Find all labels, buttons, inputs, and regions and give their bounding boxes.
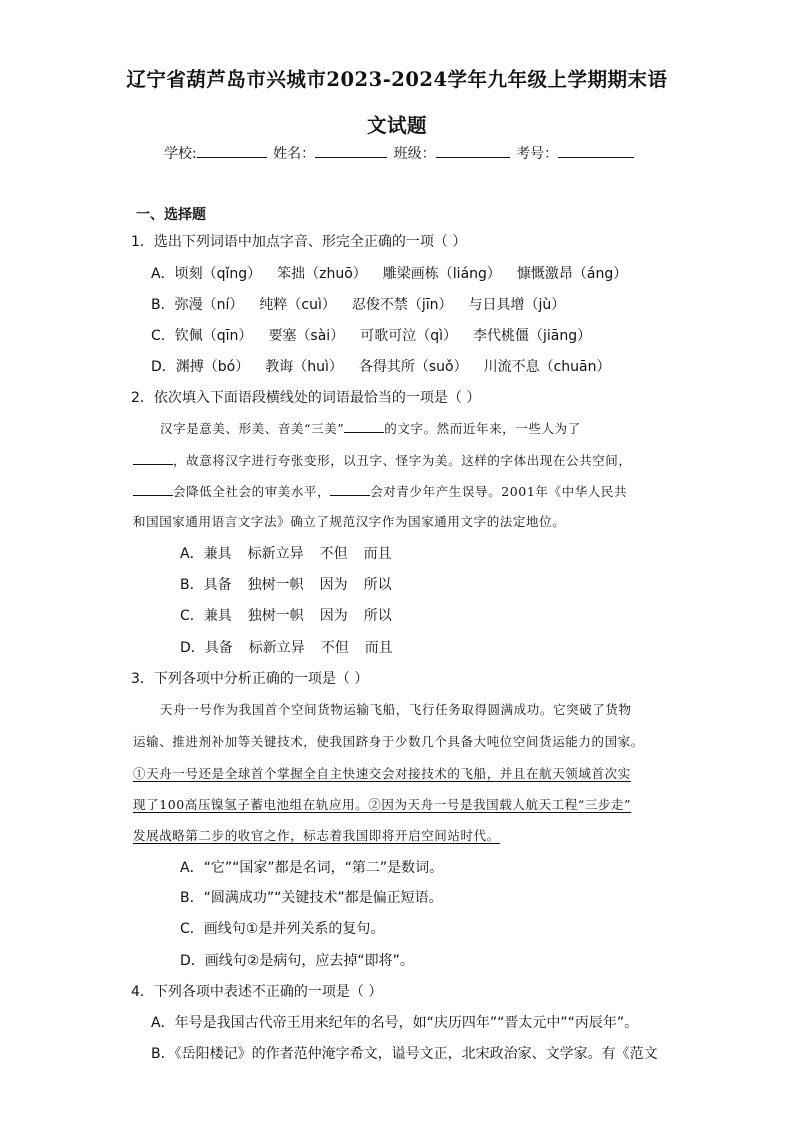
q1-d-item1: D．渊搏（bó）: [151, 359, 250, 375]
q3-option-b[interactable]: B．“圆满成功”“关键技术”都是偏正短语。: [180, 890, 443, 906]
q2-a-item4: 而且: [363, 546, 392, 562]
q3-option-d[interactable]: D．画线句②是病句，应去掉“即将”。: [180, 953, 414, 969]
exam-no-field[interactable]: [558, 143, 634, 158]
q3-underlined-sentence-1-end: 现了100高压镍氢子蓄电池组在轨应用。: [133, 797, 369, 812]
q2-blank-2[interactable]: [133, 452, 173, 465]
q2-passage-line2: [133, 451, 632, 471]
q1-option-a[interactable]: [151, 264, 627, 284]
exam-title-line2: 文试题: [366, 114, 427, 137]
q2-a-item2: 标新立异: [247, 546, 304, 562]
q1-b-item3: 忍俊不禁（jīn）: [351, 297, 453, 313]
q2-b-item4: 所以: [363, 577, 392, 593]
q2-passage-text: ，故意将汉字进行夸张变形，以丑字、怪字为美。这样的字体出现在公共空间，: [173, 453, 632, 468]
q2-blank-4[interactable]: [330, 483, 370, 496]
q2-stem: 2．依次填入下面语段横线处的词语最恰当的一项是（ ）: [131, 390, 481, 406]
q2-c-item2: 独树一帜: [247, 608, 304, 624]
q3-option-c[interactable]: C．画线句①是并列关系的复句。: [180, 921, 385, 937]
q1-c-item4: 李代桃僵（jiāng）: [472, 328, 592, 344]
q2-blank-1[interactable]: [344, 420, 384, 433]
class-field[interactable]: [436, 143, 510, 158]
q1-option-b[interactable]: [151, 295, 565, 315]
q3-underlined-sentence-2-end: 发展战略第二步的收官之作，标志着我国即将开启空间站时代。: [133, 828, 500, 843]
q2-d-item3: 不但: [320, 640, 349, 656]
q1-c-item2: 要塞（sài）: [268, 328, 345, 344]
q2-passage-line4: 和国国家通用语言文字法》确立了规范汉字作为国家通用文字的法定地位。: [133, 514, 566, 529]
q2-c-item1: C．兼具: [180, 608, 232, 624]
q1-c-item1: C．钦佩（qīn）: [151, 328, 253, 344]
exam-title-line1: 辽宁省葫芦岛市兴城市2023-2024学年九年级上学期期末语: [126, 68, 668, 91]
q2-option-c[interactable]: [180, 606, 392, 626]
q1-a-item3: 雕梁画栋（liáng）: [382, 266, 501, 282]
q2-b-item3: 因为: [319, 577, 348, 593]
q2-c-item4: 所以: [363, 608, 392, 624]
q2-option-a[interactable]: [180, 544, 392, 564]
q3-passage-line1: 天舟一号作为我国首个空间货物运输飞船，飞行任务取得圆满成功。它突破了货物: [160, 702, 632, 717]
q1-stem: 1．选出下列词语中加点字音、形完全正确的一项（ ）: [131, 234, 467, 250]
q1-d-item2: 教诲（huì）: [265, 359, 343, 375]
q3-passage-line4: [133, 795, 631, 815]
name-field[interactable]: [315, 143, 387, 158]
school-label: 学校:: [164, 146, 197, 162]
q1-a-item1: A．顷刻（qǐng）: [151, 266, 262, 282]
q2-a-item3: 不但: [319, 546, 348, 562]
q2-c-item3: 因为: [319, 608, 348, 624]
q2-d-item4: 而且: [364, 640, 393, 656]
q2-passage-line3: [133, 482, 627, 502]
q2-option-d[interactable]: [180, 638, 393, 658]
exam-no-label: 考号：: [516, 146, 559, 162]
class-label: 班级：: [393, 146, 436, 162]
student-info-row: [164, 143, 636, 163]
q2-option-b[interactable]: [180, 575, 392, 595]
q3-option-a[interactable]: A．“它”“国家”都是名词，“第二”是数词。: [180, 860, 444, 876]
q2-a-item1: A．兼具: [180, 546, 232, 562]
section-title: 一、选择题: [136, 207, 206, 223]
q2-d-item1: D．具备: [180, 640, 233, 656]
q2-b-item2: 独树一帜: [247, 577, 304, 593]
q2-b-item1: B．具备: [180, 577, 232, 593]
q2-passage-text: 会对青少年产生误导。2001年《中华人民共: [370, 484, 628, 499]
q4-stem: 4．下列各项中表述不正确的一项是（ ）: [131, 984, 383, 1000]
q3-stem: 3．下列各项中分析正确的一项是（ ）: [131, 671, 369, 687]
q3-underlined-sentence-2: ②因为天舟一号是我国载人航天工程“三步走”: [368, 797, 632, 812]
q1-b-item2: 纯粹（cuì）: [259, 297, 336, 313]
q2-d-item2: 标新立异: [248, 640, 305, 656]
q1-a-item4: 慷慨激昂（áng）: [516, 266, 628, 282]
q2-passage-text: 汉字是意美、形美、音美“三美”: [160, 421, 345, 436]
q3-underlined-sentence-1: ①天舟一号还是全球首个掌握全自主快速交会对接技术的飞船，并且在航天领域首次实: [133, 766, 631, 781]
q4-option-a[interactable]: A．年号是我国古代帝王用来纪年的名号，如“庆历四年”“晋太元中”“丙辰年”。: [151, 1015, 639, 1031]
q1-a-item2: 笨拙（zhuō）: [277, 266, 367, 282]
q2-passage-text: 的文字。然而近年来，一些人为了: [384, 421, 581, 436]
q1-b-item1: B．弥漫（ní）: [151, 297, 244, 313]
name-label: 姓名：: [273, 146, 316, 162]
q2-passage-text: 会降低全社会的审美水平，: [173, 484, 331, 499]
q1-b-item4: 与日具增（jù）: [468, 297, 566, 313]
q2-passage-line1: [160, 419, 581, 439]
q1-option-d[interactable]: [151, 357, 611, 377]
q1-option-c[interactable]: [151, 326, 591, 346]
q4-option-b[interactable]: B．《岳阳楼记》的作者范仲淹字希文，谥号文正，北宋政治家、文学家。有《范文: [151, 1046, 658, 1062]
q1-c-item3: 可歌可泣（qì）: [360, 328, 457, 344]
school-field[interactable]: [197, 143, 267, 158]
q1-d-item4: 川流不息（chuān）: [483, 359, 611, 375]
q2-blank-3[interactable]: [133, 483, 173, 496]
q3-passage-line2: 运输、推进剂补加等关键技术，使我国跻身于少数几个具备大吨位空间货运能力的国家。: [133, 734, 644, 749]
q1-d-item3: 各得其所（suǒ）: [358, 359, 468, 375]
